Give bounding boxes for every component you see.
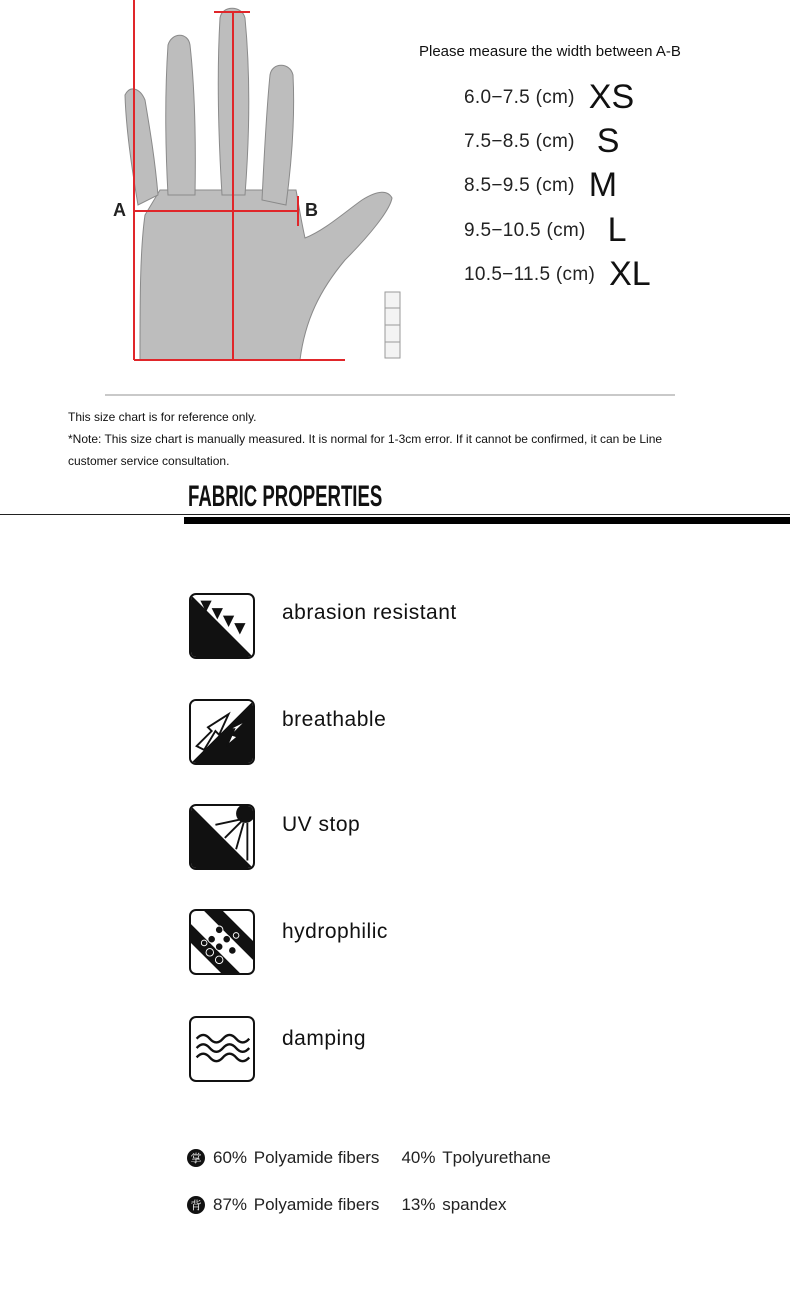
size-row-xl [464, 255, 651, 294]
property-breathable [189, 699, 589, 769]
size-range: 7.5−8.5 (cm) [464, 130, 575, 152]
size-range: 10.5−11.5 (cm) [464, 263, 596, 285]
composition-row-back [187, 1195, 506, 1215]
property-label: hydrophilic [282, 920, 388, 943]
size-code: XL [609, 255, 651, 293]
property-label: abrasion resistant [282, 601, 457, 624]
property-damping [189, 1016, 589, 1086]
composition-percent: 60% [213, 1148, 248, 1167]
composition-row-palm [187, 1148, 551, 1168]
composition-material: Polyamide fibers [253, 1148, 380, 1167]
measure-instruction: Please measure the width between A-B [419, 43, 681, 60]
size-code: M [588, 166, 618, 204]
property-label: UV stop [282, 813, 361, 836]
note-line-2: customer service consultation. [68, 454, 230, 468]
size-code: XS [588, 78, 635, 116]
size-row-s [464, 122, 619, 161]
size-code: S [596, 122, 620, 160]
size-row-l [464, 211, 627, 250]
damping-icon [189, 1016, 255, 1082]
size-range: 9.5−10.5 (cm) [464, 219, 586, 241]
marker-a: A [113, 200, 126, 220]
property-uv-stop [189, 804, 589, 874]
property-label: damping [282, 1027, 367, 1050]
palm-badge: 掌 [187, 1149, 205, 1167]
note-reference: This size chart is for reference only. [68, 410, 257, 424]
size-range: 8.5−9.5 (cm) [464, 174, 575, 196]
marker-b: B [305, 200, 318, 220]
hand-measurement-illustration [100, 0, 420, 370]
abrasion-icon [189, 593, 255, 659]
composition-material: Polyamide fibers [253, 1195, 380, 1214]
uv-stop-icon [189, 804, 255, 870]
size-code: L [607, 211, 627, 249]
fabric-properties-heading: FABRIC PROPERTIES [188, 480, 383, 513]
size-row-xs [464, 78, 634, 117]
heading-divider-thin [0, 514, 790, 515]
back-badge: 背 [187, 1196, 205, 1214]
chart-divider [105, 394, 675, 396]
breathable-icon [189, 699, 255, 765]
heading-divider-thick [184, 517, 790, 524]
hydrophilic-icon [189, 909, 255, 975]
composition-material: spandex [442, 1195, 507, 1214]
property-abrasion-resistant [189, 593, 589, 663]
composition-percent: 40% [401, 1148, 436, 1167]
composition-material: Tpolyurethane [442, 1148, 551, 1167]
size-row-m [464, 166, 617, 205]
property-hydrophilic [189, 909, 589, 979]
composition-percent: 13% [401, 1195, 436, 1214]
property-label: breathable [282, 708, 387, 731]
composition-percent: 87% [213, 1195, 248, 1214]
size-range: 6.0−7.5 (cm) [464, 86, 575, 108]
note-line-1: *Note: This size chart is manually measured. It is normal for 1-3cm error. If it cannot be confirmed, it can be Line [68, 432, 663, 446]
